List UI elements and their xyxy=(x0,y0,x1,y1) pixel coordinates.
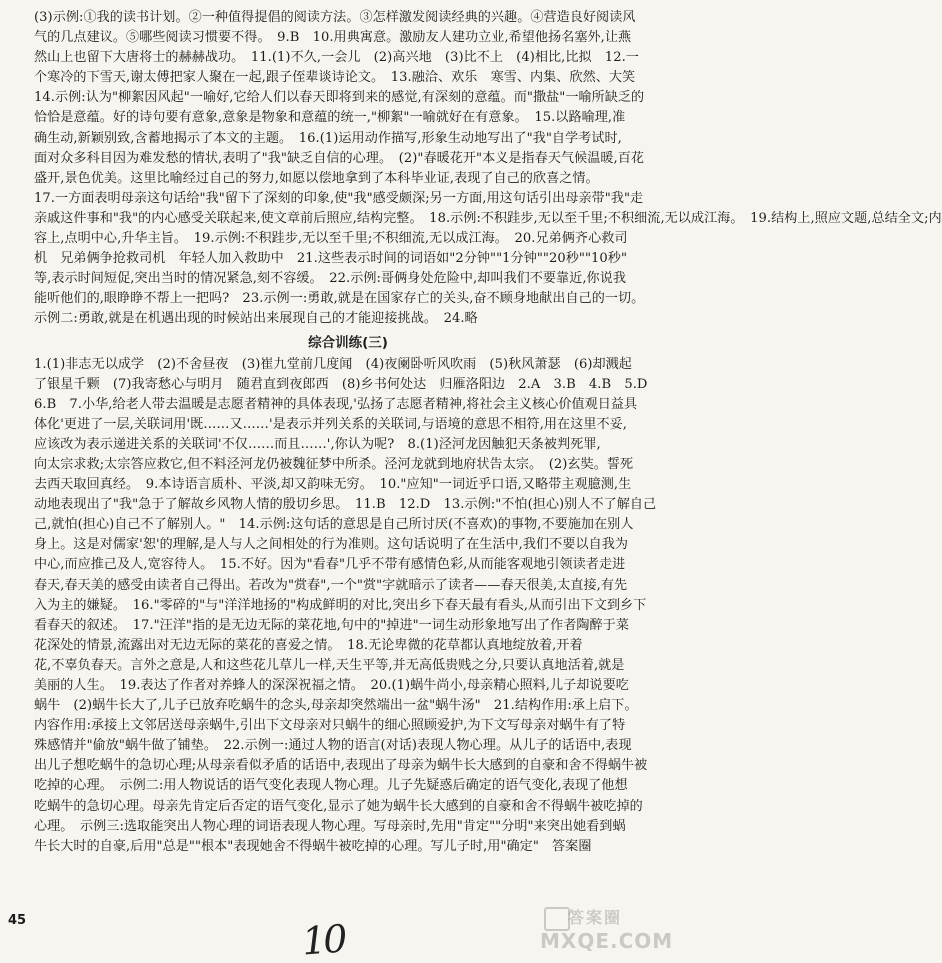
text-line: 能听他们的,眼睁睁不帮上一把吗? 23.示例一:勇敢,就是在国家存亡的关头,奋不顾身地献出自己的一切。 xyxy=(34,291,645,307)
text-line: 体化'更进了一层,关联词用'既……又……'是表示并列关系的关联词,与语境的意思不相符,用在这里不妥, xyxy=(34,416,627,432)
text-line: 身上。这是对儒家'恕'的理解,是人与人之间相处的行为准则。这句话说明了在生活中,我们不要以自我为 xyxy=(34,537,629,553)
text-line: 气的几点建议。⑤哪些阅读习惯要不得。 9.B 10.用典寓意。激励友人建功立业,希望他扬名塞外,让燕 xyxy=(34,30,632,46)
answer-page xyxy=(34,8,942,857)
text-line: 恰恰是意蕴。好的诗句要有意象,意象是物象和意蕴的统一,"柳絮"一喻就好在有意象。 15.以路喻理,准 xyxy=(34,110,626,126)
text-line: 亲戚这件事和"我"的内心感受关联起来,使文章前后照应,结构完整。 18.示例:不积跬步,无以至千里;不积细流,无以成江海。 19.结构上,照应文题,总结全文;内 xyxy=(34,210,942,226)
text-line: 蜗牛 (2)蜗牛长大了,儿子已放弃吃蜗牛的念头,母亲却突然端出一盆"蜗牛汤" 21.结构作用:承上启下。 xyxy=(34,698,638,714)
text-line: 盛开,景色优美。这里比喻经过自己的努力,如愿以偿地拿到了本科毕业证,表现了自己的欣喜之情。 xyxy=(34,170,599,186)
watermark-bottom-text: MXQE.COM xyxy=(540,929,674,953)
text-line: 去西天取回真经。 9.本诗语言质朴、平淡,却又韵味无穷。 10."应知"一词近乎口语,又略带主观臆测,生 xyxy=(34,477,632,493)
text-line: 殊感情并"偷放"蜗牛做了铺垫。 22.示例一:通过人物的语言(对话)表现人物心理。从儿子的话语中,表现 xyxy=(34,738,632,754)
text-line: 心理。 示例三:选取能突出人物心理的词语表现人物心理。写母亲时,先用"肯定""分明"来突出她看到蜗 xyxy=(34,818,626,834)
text-line: 然山上也留下大唐将士的赫赫战功。 11.(1)不久,一会儿 (2)高兴地 (3)比不上 (4)相比,比拟 12.一 xyxy=(34,50,639,66)
handwritten-note: 10 xyxy=(300,916,346,963)
text-line: 机 兄弟俩争抢救司机 年轻人加入救助中 21.这些表示时间的词语如"2分钟""1分钟""20秒""10秒" xyxy=(34,251,628,267)
text-line: 花,不辜负春天。言外之意是,人和这些花儿草儿一样,天生平等,并无高低贵贱之分,只要认真地活着,就是 xyxy=(34,657,625,673)
text-line: (3)示例:①我的读书计划。②一种值得提倡的阅读方法。③怎样激发阅读经典的兴趣。④营造良好阅读风 xyxy=(34,10,636,25)
text-line: 面对众多科目因为难发愁的情状,表明了"我"缺乏自信的心理。 (2)"春暖花开"本义是指春天气候温暖,百花 xyxy=(34,150,645,166)
text-line: 容上,点明中心,升华主旨。 19.示例:不积跬步,无以至千里;不积细流,无以成江海。 20.兄弟俩齐心救司 xyxy=(34,231,628,247)
answer-block-part-three xyxy=(34,355,662,857)
answer-block-part-two xyxy=(34,8,942,330)
text-line: 动地表现出了"我"急于了解故乡风物人情的殷切乡思。 11.B 12.D 13.示例:"不怕(担心)别人不了解自己 xyxy=(34,497,657,513)
text-line: 入为主的嫌疑。 16."零碎的"与"洋洋地扬的"构成鲜明的对比,突出乡下春天最有看头,从而引出下文到乡下 xyxy=(34,597,647,613)
text-line: 春天,春天美的感受由读者自己得出。若改为"赏春",一个"赏"字就暗示了读者——春天很美,太直接,有先 xyxy=(34,577,628,593)
text-line: 确生动,新颖别致,含蓄地揭示了本文的主题。 16.(1)运用动作描写,形象生动地写出了"我"自学考试时, xyxy=(34,130,622,146)
text-line: 示例二:勇敢,就是在机遇出现的时候站出来展现自己的才能迎接挑战。 24.略 xyxy=(34,311,478,327)
text-line: 1.(1)非志无以成学 (2)不舍昼夜 (3)崔九堂前几度闻 (4)夜阑卧听风吹雨 (5)秋风萧瑟 (6)却溅起 xyxy=(34,356,632,372)
watermark-top-text: 答案圈 xyxy=(568,908,623,927)
section-heading: 综合训练(三) xyxy=(308,334,388,351)
text-line: 看春天的叙述。 17."汪洋"指的是无边无际的菜花地,句中的"掉进"一词生动形象地写出了作者陶醉于菜 xyxy=(34,617,629,633)
text-line: 牛长大时的自豪,后用"总是""根本"表现她舍不得蜗牛被吃掉的心理。写儿子时,用"确定" 答案圈 xyxy=(34,838,592,854)
text-line: 等,表示时间短促,突出当时的情况紧急,刻不容缓。 22.示例:哥俩身处危险中,却叫我们不要靠近,你说我 xyxy=(34,271,626,287)
text-line: 6.B 7.小华,给老人带去温暖是志愿者精神的具体表现,'弘扬了志愿者精神,将社会主义核心价值观日益具 xyxy=(34,396,638,412)
text-line: 己,就怕(担心)自己不了解别人。" 14.示例:这句话的意思是自己所讨厌(不喜欢)的事物,不要施加在别人 xyxy=(34,517,634,533)
text-line: 中心,而应推己及人,宽容待人。 15.不好。因为"看春"几乎不带有感情色彩,从而能客观地引领读者走进 xyxy=(34,557,626,573)
text-line: 吃掉的心理。 示例二:用人物说话的语气变化表现人物心理。儿子先疑惑后确定的语气变化,表现了他想 xyxy=(34,778,628,794)
text-line: 吃蜗牛的急切心理。母亲先肯定后否定的语气变化,显示了她为蜗牛长大感到的自豪和舍不得蜗牛被吃掉的 xyxy=(34,798,643,814)
text-line: 17.一方面表明母亲这句话给"我"留下了深刻的印象,使"我"感受颇深;另一方面,用这句话引出母亲带"我"走 xyxy=(34,190,644,206)
text-line: 美丽的人生。 19.表达了作者对养蜂人的深深祝福之情。 20.(1)蜗牛尚小,母亲精心照料,儿子却说要吃 xyxy=(34,678,629,693)
text-line: 向太宗求救;太宗答应救它,但不料泾河龙仍被魏征梦中所杀。泾河龙就到地府状告太宗。 (2)玄奘。誓死 xyxy=(34,456,634,472)
watermark-box-icon xyxy=(544,907,570,931)
watermark-logo xyxy=(540,905,674,953)
page-number: 45 xyxy=(8,913,27,928)
text-line: 个寒冷的下雪天,谢太傅把家人聚在一起,跟子侄辈谈诗论文。 13.融洽、欢乐 寒雪、内集、欣然、大笑 xyxy=(34,70,636,86)
text-line: 出儿子想吃蜗牛的急切心理;从母亲看似矛盾的话语中,表现出了母亲为蜗牛长大感到的自豪和舍不得蜗牛被 xyxy=(34,758,648,774)
text-line: 花深处的情景,流露出对无边无际的菜花的喜爱之情。 18.无论卑微的花草都认真地绽放着,开着 xyxy=(34,637,583,653)
text-line: 内容作用:承接上文邻居送母亲蜗牛,引出下文母亲对只蜗牛的细心照顾爱护,为下文写母亲对蜗牛有了特 xyxy=(34,718,626,734)
text-line: 14.示例:认为"柳絮因风起"一喻好,它给人们以春天即将到来的感觉,有深刻的意蕴。而"撒盐"一喻所缺乏的 xyxy=(34,90,645,106)
text-line: 了银星千颗 (7)我寄愁心与明月 随君直到夜郎西 (8)乡书何处达 归雁洛阳边 2.A 3.B 4.B 5.D xyxy=(34,376,648,392)
text-line: 应该改为表示递进关系的关联词'不仅……而且……',你认为呢? 8.(1)泾河龙因触犯天条被判死罪, xyxy=(34,436,601,452)
